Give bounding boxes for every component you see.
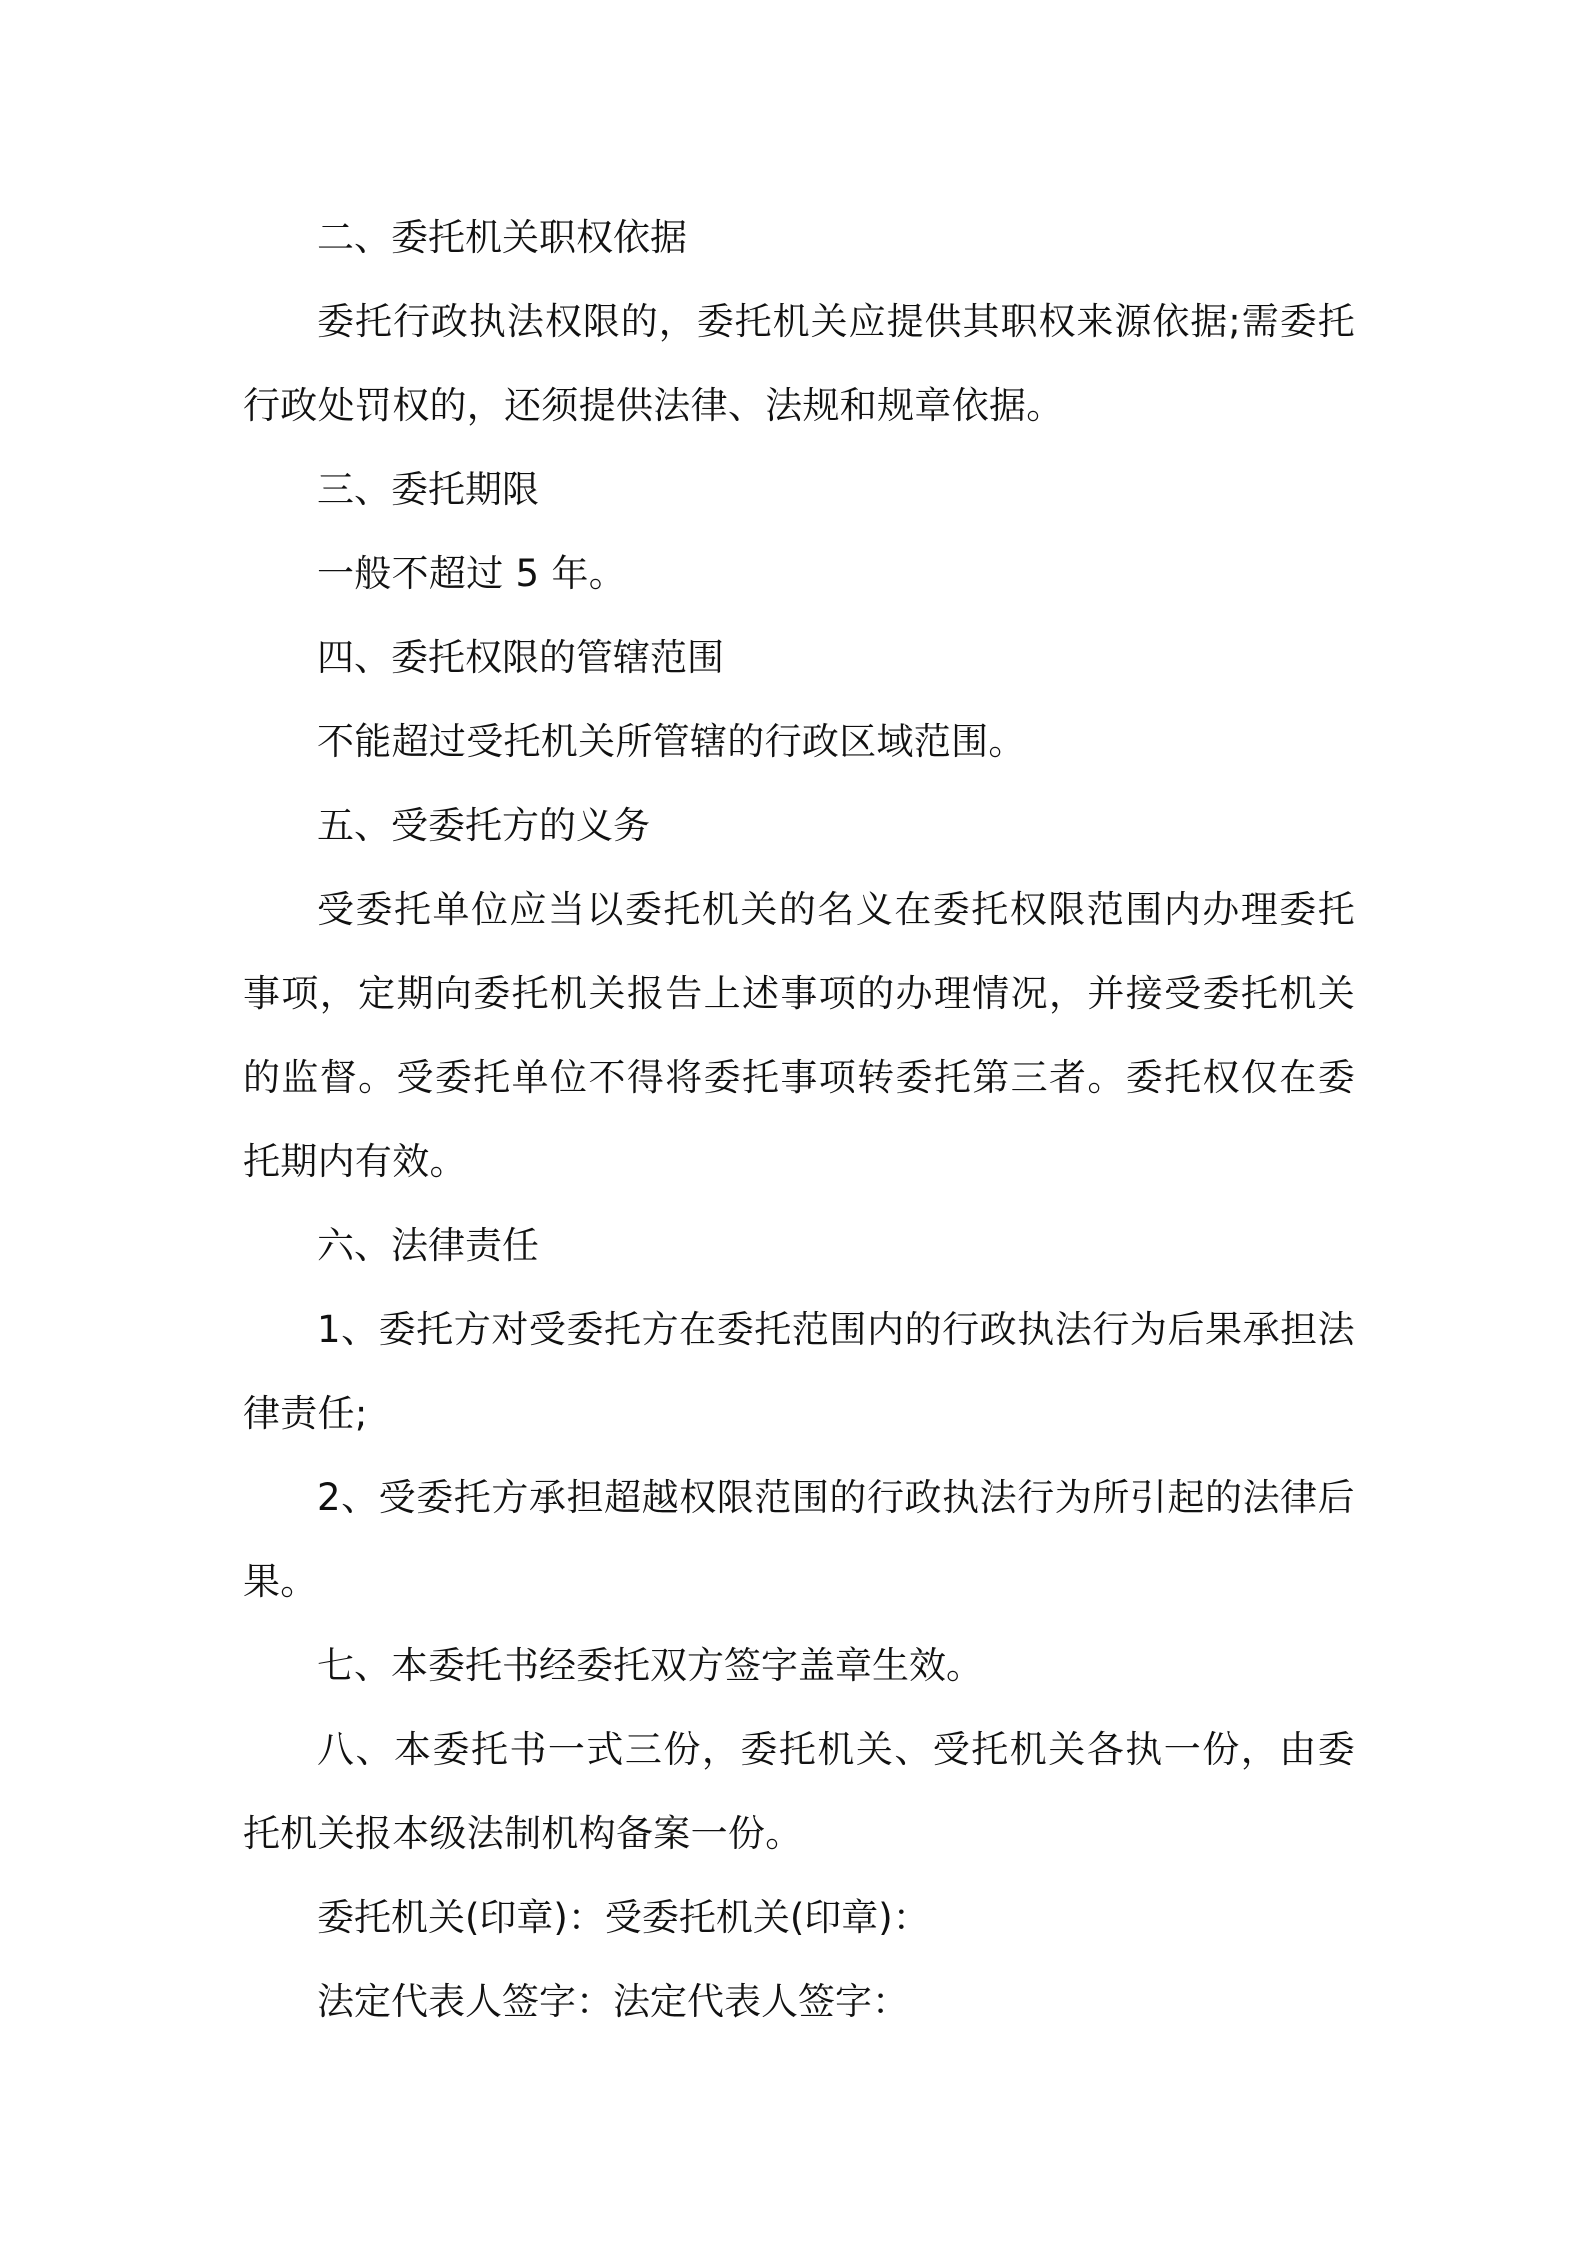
paragraph-jurisdiction: 不能超过受托机关所管辖的行政区域范围。 [317, 720, 1026, 763]
paragraph-liability-1: 1、委托方对受委托方在委托范围内的行政执法行为后果承担法律责任; [243, 1308, 1355, 1435]
document-body [243, 196, 1355, 2044]
section-heading-authority-basis: 二、委托机关职权依据 [317, 216, 687, 259]
paragraph-obligations: 受委托单位应当以委托机关的名义在委托权限范围内办理委托事项，定期向委托机关报告上述事项的办理情况，并接受委托机关的监督。受委托单位不得将委托事项转委托第三者。委托权仅在委托期内有效。 [243, 888, 1355, 1183]
paragraph-authority-basis: 委托行政执法权限的，委托机关应提供其职权来源依据;需委托行政处罚权的，还须提供法律、法规和规章依据。 [243, 300, 1355, 427]
section-heading-effective: 七、本委托书经委托双方签字盖章生效。 [317, 1644, 983, 1687]
signature-line-seal: 委托机关(印章)：受委托机关(印章)： [317, 1896, 930, 1939]
paragraph-liability-2: 2、受委托方承担超越权限范围的行政执法行为所引起的法律后果。 [243, 1476, 1355, 1603]
paragraph-term: 一般不超过 5 年。 [317, 552, 627, 595]
paragraph-copies: 八、本委托书一式三份，委托机关、受托机关各执一份，由委托机关报本级法制机构备案一份。 [243, 1728, 1355, 1855]
section-heading-liability: 六、法律责任 [317, 1224, 539, 1267]
section-heading-obligations: 五、受委托方的义务 [317, 804, 650, 847]
signature-line-representative: 法定代表人签字：法定代表人签字： [317, 1980, 909, 2023]
section-heading-term: 三、委托期限 [317, 468, 539, 511]
section-heading-jurisdiction: 四、委托权限的管辖范围 [317, 636, 724, 679]
